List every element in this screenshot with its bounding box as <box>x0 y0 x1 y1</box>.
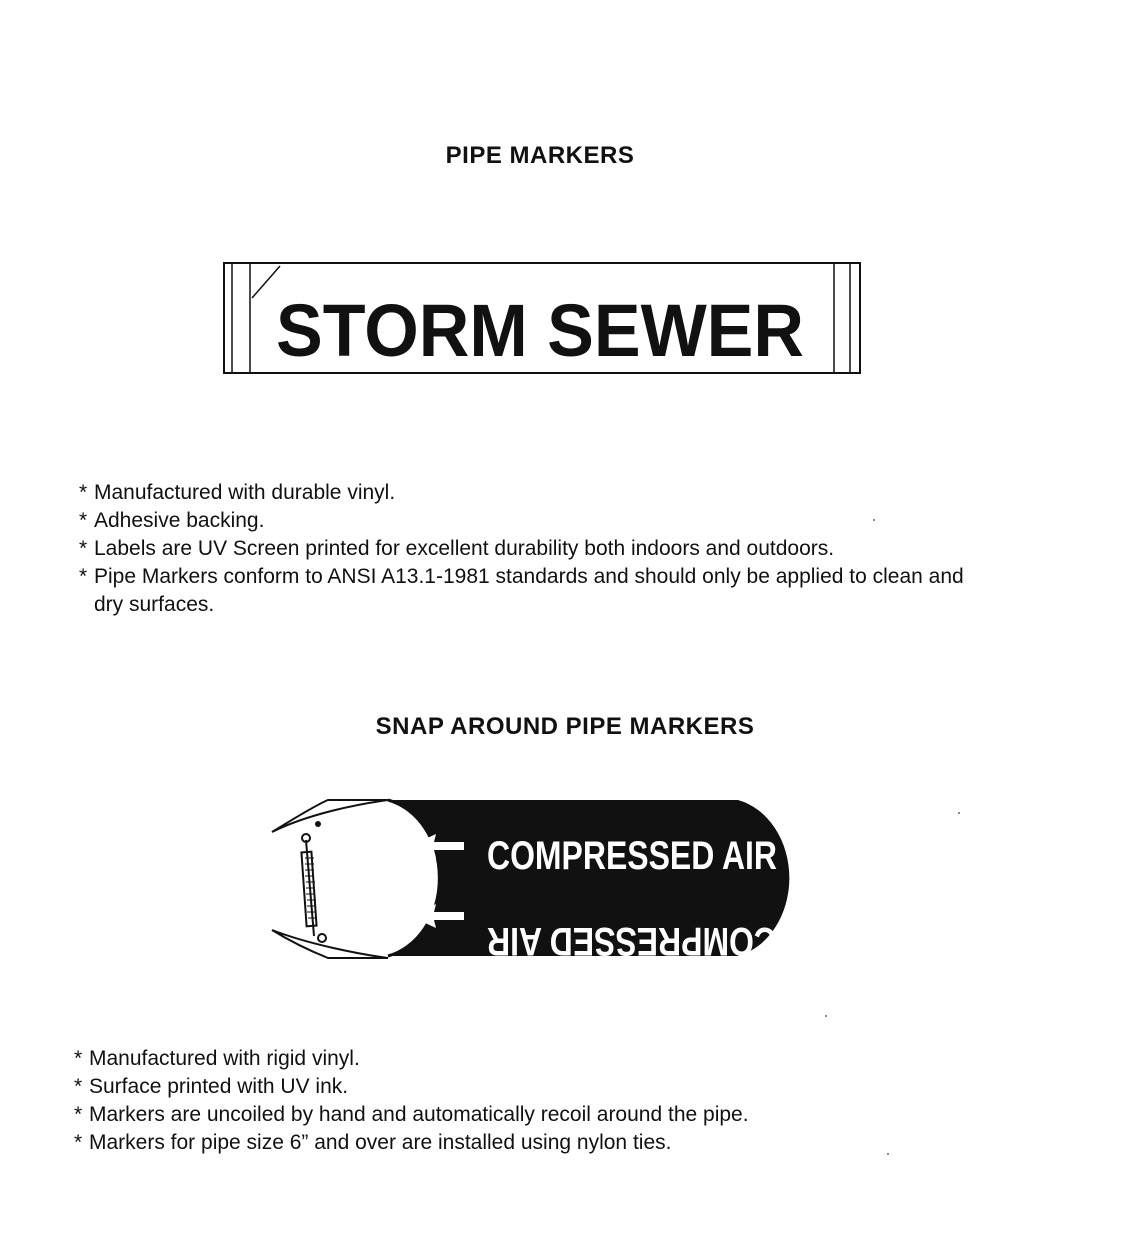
scan-speck <box>873 519 875 521</box>
list-item: * Manufactured with durable vinyl. <box>79 479 994 507</box>
section-title-snap-around: SNAP AROUND PIPE MARKERS <box>375 713 755 740</box>
section-title-pipe-markers: PIPE MARKERS <box>445 142 635 169</box>
list-item: * Pipe Markers conform to ANSI A13.1-1981 standards and should only be applied to clean and dry surfaces. <box>79 563 994 619</box>
storm-sewer-marker-illustration <box>222 258 864 378</box>
spring-icon <box>301 834 326 942</box>
marker-label: COMPRESSED AIR <box>487 834 778 878</box>
scan-speck <box>825 1015 827 1017</box>
scan-speck <box>958 812 960 814</box>
marker-label: STORM SEWER <box>276 289 804 372</box>
list-item: * Adhesive backing. <box>79 507 994 535</box>
pipe-marker-features <box>79 479 994 619</box>
compressed-air-marker-illustration <box>268 794 808 964</box>
list-item: * Labels are UV Screen printed for excellent durability both indoors and outdoors. <box>79 535 994 563</box>
marker-label-inverted: COMPRESSED AIR <box>486 919 777 963</box>
list-item: * Markers are uncoiled by hand and automatically recoil around the pipe. <box>74 1101 749 1129</box>
list-item: * Surface printed with UV ink. <box>74 1073 749 1101</box>
snap-marker-features <box>74 1045 749 1157</box>
list-item: * Manufactured with rigid vinyl. <box>74 1045 749 1073</box>
list-item: * Markers for pipe size 6” and over are installed using nylon ties. <box>74 1129 749 1157</box>
scan-speck <box>887 1153 889 1155</box>
